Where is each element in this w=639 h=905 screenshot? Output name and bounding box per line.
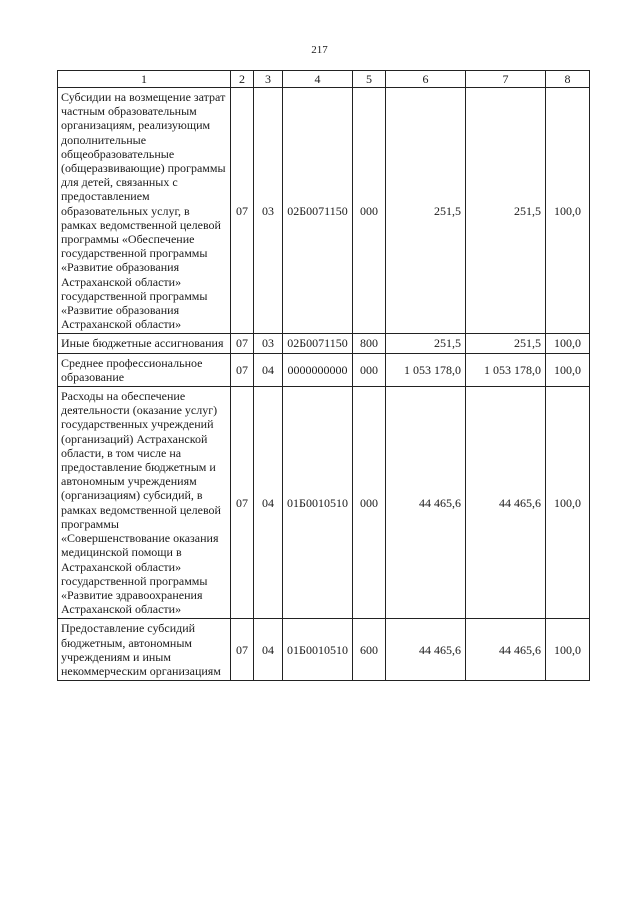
table-row bbox=[58, 88, 590, 334]
planned-amount-cell: 1 053 178,0 bbox=[386, 353, 466, 386]
row-name-cell: Предоставление субсидий бюджетным, автономным учреждениям и иным некоммерческим организациям bbox=[58, 619, 231, 681]
planned-amount-cell: 251,5 bbox=[386, 334, 466, 353]
subsection-code-cell: 03 bbox=[254, 334, 283, 353]
actual-amount-cell: 1 053 178,0 bbox=[466, 353, 546, 386]
section-code-cell: 07 bbox=[231, 88, 254, 334]
subsection-code-cell: 04 bbox=[254, 353, 283, 386]
row-name-cell: Расходы на обеспечение деятельности (оказание услуг) государственных учреждений (организаций) Астраханской области, в том числе на предоставление бюджетным и автономным учреждениям (организациям) субсидий, в рамках ведомственной целевой программы «Совершенствование оказания медицинской помощи в Астраханской области» государственной программы «Развитие здравоохранения Астраханской области» bbox=[58, 387, 231, 619]
planned-amount-cell: 251,5 bbox=[386, 88, 466, 334]
expense-type-cell: 800 bbox=[353, 334, 386, 353]
row-name-cell: Среднее профессиональное образование bbox=[58, 353, 231, 386]
table-row bbox=[58, 387, 590, 619]
budget-table bbox=[57, 70, 590, 681]
row-name-cell: Иные бюджетные ассигнования bbox=[58, 334, 231, 353]
actual-amount-cell: 251,5 bbox=[466, 334, 546, 353]
percent-cell: 100,0 bbox=[546, 88, 590, 334]
target-article-cell: 0000000000 bbox=[283, 353, 353, 386]
planned-amount-cell: 44 465,6 bbox=[386, 619, 466, 681]
actual-amount-cell: 44 465,6 bbox=[466, 387, 546, 619]
section-code-cell: 07 bbox=[231, 334, 254, 353]
actual-amount-cell: 251,5 bbox=[466, 88, 546, 334]
page-number: 217 bbox=[311, 44, 328, 56]
expense-type-cell: 600 bbox=[353, 619, 386, 681]
section-code-cell: 07 bbox=[231, 619, 254, 681]
percent-cell: 100,0 bbox=[546, 334, 590, 353]
column-header: 6 bbox=[386, 71, 466, 88]
target-article-cell: 01Б0010510 bbox=[283, 387, 353, 619]
column-header: 4 bbox=[283, 71, 353, 88]
table-header-row bbox=[58, 71, 590, 88]
subsection-code-cell: 04 bbox=[254, 387, 283, 619]
column-header: 3 bbox=[254, 71, 283, 88]
section-code-cell: 07 bbox=[231, 387, 254, 619]
column-header: 5 bbox=[353, 71, 386, 88]
table-row bbox=[58, 334, 590, 353]
column-header: 2 bbox=[231, 71, 254, 88]
target-article-cell: 02Б0071150 bbox=[283, 88, 353, 334]
row-name-cell: Субсидии на возмещение затрат частным образовательным организациям, реализующим дополнительные общеобразовательные (общеразвивающие) программы для детей, связанных с предоставлением образовательных услуг, в рамках ведомственной целевой программы «Обеспечение государственной программы «Развитие образования Астраханской области» государственной программы «Развитие образования Астраханской области» bbox=[58, 88, 231, 334]
target-article-cell: 01Б0010510 bbox=[283, 619, 353, 681]
percent-cell: 100,0 bbox=[546, 353, 590, 386]
planned-amount-cell: 44 465,6 bbox=[386, 387, 466, 619]
section-code-cell: 07 bbox=[231, 353, 254, 386]
column-header: 1 bbox=[58, 71, 231, 88]
table-row bbox=[58, 619, 590, 681]
percent-cell: 100,0 bbox=[546, 387, 590, 619]
expense-type-cell: 000 bbox=[353, 88, 386, 334]
expense-type-cell: 000 bbox=[353, 387, 386, 619]
subsection-code-cell: 04 bbox=[254, 619, 283, 681]
column-header: 8 bbox=[546, 71, 590, 88]
actual-amount-cell: 44 465,6 bbox=[466, 619, 546, 681]
subsection-code-cell: 03 bbox=[254, 88, 283, 334]
column-header: 7 bbox=[466, 71, 546, 88]
table-row bbox=[58, 353, 590, 386]
expense-type-cell: 000 bbox=[353, 353, 386, 386]
percent-cell: 100,0 bbox=[546, 619, 590, 681]
target-article-cell: 02Б0071150 bbox=[283, 334, 353, 353]
